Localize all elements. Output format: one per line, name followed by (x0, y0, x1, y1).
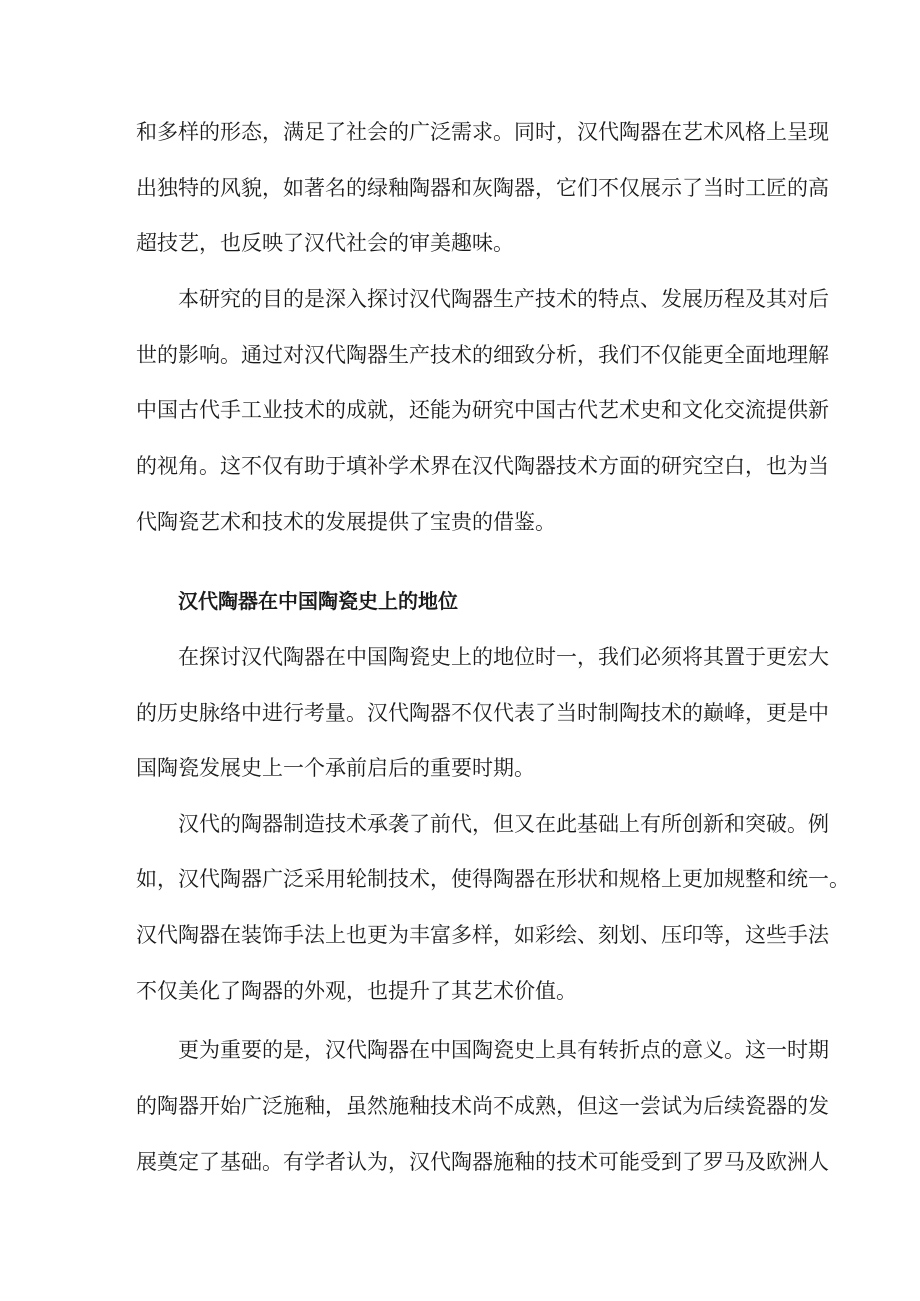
text-line: 的视角。这不仅有助于填补学术界在汉代陶器技术方面的研究空白，也为当 (136, 454, 829, 478)
text-line: 汉代的陶器制造技术承袭了前代，但又在此基础上有所创新和突破。例 (178, 812, 829, 836)
text-line: 的历史脉络中进行考量。汉代陶器不仅代表了当时制陶技术的巅峰，更是中 (136, 701, 829, 725)
text-line: 和多样的形态，满足了社会的广泛需求。同时，汉代陶器在艺术风格上呈现 (136, 120, 829, 144)
text-line: 中国古代手工业技术的成就，还能为研究中国古代艺术史和文化交流提供新 (136, 398, 829, 422)
text-line: 超技艺，也反映了汉代社会的审美趣味。 (136, 231, 514, 255)
text-line: 展奠定了基础。有学者认为，汉代陶器施釉的技术可能受到了罗马及欧洲人 (136, 1150, 829, 1174)
text-line: 汉代陶器在装饰手法上也更为丰富多样，如彩绘、刻划、压印等，这些手法 (136, 923, 829, 947)
text-line: 的陶器开始广泛施釉，虽然施釉技术尚不成熟，但这一尝试为后续瓷器的发 (136, 1094, 829, 1118)
text-line: 更为重要的是，汉代陶器在中国陶瓷史上具有转折点的意义。这一时期 (178, 1038, 829, 1062)
text-line: 不仅美化了陶器的外观，也提升了其艺术价值。 (136, 979, 577, 1003)
text-line: 世的影响。通过对汉代陶器生产技术的细致分析，我们不仅能更全面地理解 (136, 343, 829, 367)
text-line: 在探讨汉代陶器在中国陶瓷史上的地位时一，我们必须将其置于更宏大 (178, 645, 829, 669)
text-line: 本研究的目的是深入探讨汉代陶器生产技术的特点、发展历程及其对后 (178, 287, 829, 311)
text-line: 代陶瓷艺术和技术的发展提供了宝贵的借鉴。 (136, 510, 556, 534)
section-heading: 汉代陶器在中国陶瓷史上的地位 (178, 589, 458, 613)
text-line: 出独特的风貌，如著名的绿釉陶器和灰陶器，它们不仅展示了当时工匠的高 (136, 176, 829, 200)
text-line: 国陶瓷发展史上一个承前启后的重要时期。 (136, 756, 535, 780)
text-line: 如，汉代陶器广泛采用轮制技术，使得陶器在形状和规格上更加规整和统一。 (136, 867, 850, 891)
